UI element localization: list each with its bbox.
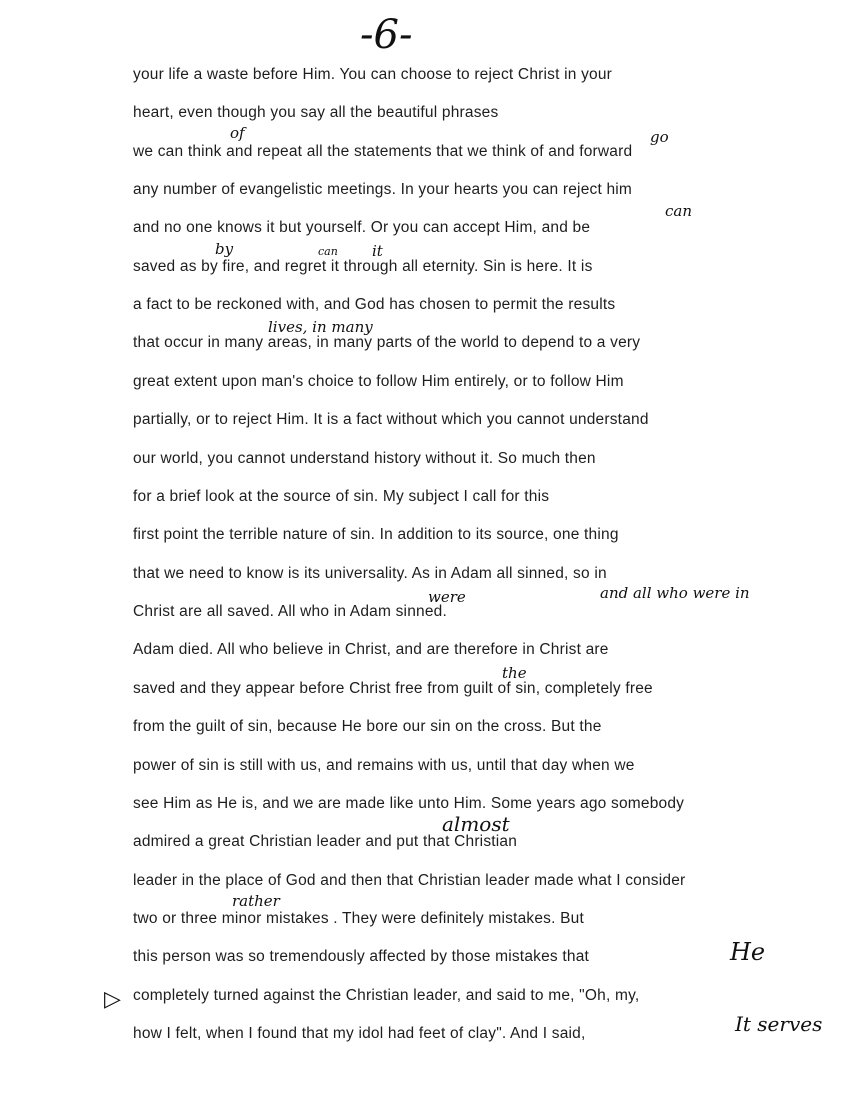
text-line: leader in the place of God and then that Christian leader made what I consider [133, 872, 686, 889]
text-line: heart, even though you say all the beautiful phrases [133, 104, 499, 121]
annotation-almost: almost [442, 812, 510, 836]
annotation-can-2: can [318, 245, 338, 258]
annotation-the: the [502, 664, 527, 682]
text-line: see Him as He is, and we are made like unto Him. Some years ago somebody [133, 795, 685, 812]
margin-arrow-icon: ▷ [104, 986, 121, 1011]
text-line: that we need to know is its universality. As in Adam all sinned, so in [133, 565, 607, 582]
text-line: your life a waste before Him. You can choose to reject Christ in your [133, 66, 613, 83]
annotation-go: go [650, 128, 669, 146]
text-line: saved as by fire, and regret it through all eternity. Sin is here. It is [133, 258, 593, 275]
annotation-lives-in-many: lives, in many [268, 318, 373, 336]
annotation-rather: rather [232, 892, 280, 910]
annotation-he: He [730, 938, 766, 966]
text-line: first point the terrible nature of sin. In addition to its source, one thing [133, 526, 619, 543]
annotation-it-serves: It serves [735, 1012, 823, 1036]
text-line: we can think and repeat all the statements that we think of and forward [133, 143, 633, 160]
annotation-were: were [428, 588, 466, 606]
text-line: Christ are all saved. All who in Adam sinned. [133, 603, 447, 620]
annotation-it: it [372, 242, 383, 260]
text-line: Adam died. All who believe in Christ, and are therefore in Christ are [133, 641, 609, 658]
text-line: and no one knows it but yourself. Or you can accept Him, and be [133, 219, 591, 236]
annotation-can: can [665, 202, 693, 220]
text-line: for a brief look at the source of sin. My subject I call for this [133, 488, 550, 505]
text-line: two or three minor mistakes . They were definitely mistakes. But [133, 910, 584, 927]
text-line: great extent upon man's choice to follow Him entirely, or to follow Him [133, 373, 624, 390]
annotation-and-all-who-were-in: and all who were in [600, 584, 750, 602]
text-line: partially, or to reject Him. It is a fact without which you cannot understand [133, 411, 649, 428]
text-line: completely turned against the Christian leader, and said to me, "Oh, my, [133, 987, 640, 1004]
text-line: power of sin is still with us, and remains with us, until that day when we [133, 757, 635, 774]
text-line: any number of evangelistic meetings. In your hearts you can reject him [133, 181, 633, 198]
text-line: our world, you cannot understand history without it. So much then [133, 450, 596, 467]
annotation-by: by [215, 240, 234, 258]
text-line: that occur in many areas, in many parts of the world to depend to a very [133, 334, 641, 351]
page-number: -6- [360, 12, 413, 58]
text-line: a fact to be reckoned with, and God has chosen to permit the results [133, 296, 616, 313]
annotation-of: of [230, 124, 245, 142]
text-line: admired a great Christian leader and put that Christian [133, 833, 518, 850]
text-line: this person was so tremendously affected by those mistakes that [133, 948, 590, 965]
text-line: saved and they appear before Christ free from guilt of sin, completely free [133, 680, 653, 697]
text-line: how I felt, when I found that my idol had feet of clay". And I said, [133, 1025, 586, 1042]
text-line: from the guilt of sin, because He bore our sin on the cross. But the [133, 718, 602, 735]
